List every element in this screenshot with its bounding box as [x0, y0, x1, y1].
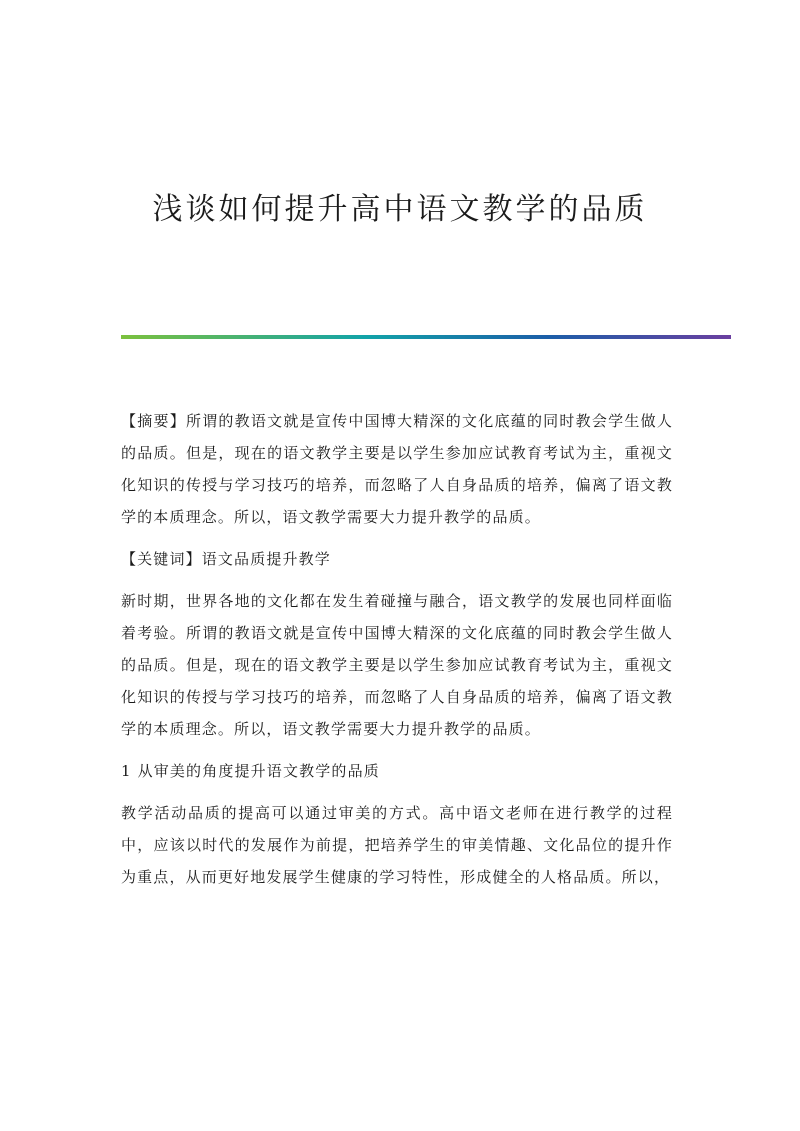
title-divider — [121, 335, 731, 339]
document-body — [121, 405, 673, 903]
section-1-heading: 1 从审美的角度提升语文教学的品质 — [121, 762, 380, 780]
intro-paragraph: 新时期，世界各地的文化都在发生着碰撞与融合，语文教学的发展也同样面临着考验。所谓的教语文就是宣传中国博大精深的文化底蕴的同时教会学生做人的品质。但是，现在的语文教学主要是以学生参加应试教育考试为主，重视文化知识的传授与学习技巧的培养，而忽略了人自身品质的培养，偏离了语文教学的本质理念。所以，语文教学需要大力提升教学的品质。 — [121, 592, 673, 738]
section-1-paragraph: 教学活动品质的提高可以通过审美的方式。高中语文老师在进行教学的过程中，应该以时代的发展作为前提，把培养学生的审美情趣、文化品位的提升作为重点，从而更好地发展学生健康的学习特性，形成健全的人格品质。所以， — [121, 804, 673, 886]
document-title: 浅谈如何提升高中语文教学的品质 — [152, 192, 648, 227]
keywords-paragraph: 【关键词】语文品质提升教学 — [121, 550, 331, 568]
abstract-paragraph: 【摘要】所谓的教语文就是宣传中国博大精深的文化底蕴的同时教会学生做人的品质。但是，现在的语文教学主要是以学生参加应试教育考试为主，重视文化知识的传授与学习技巧的培养，而忽略了人自身品质的培养，偏离了语文教学的本质理念。所以，语文教学需要大力提升教学的品质。 — [121, 412, 673, 526]
